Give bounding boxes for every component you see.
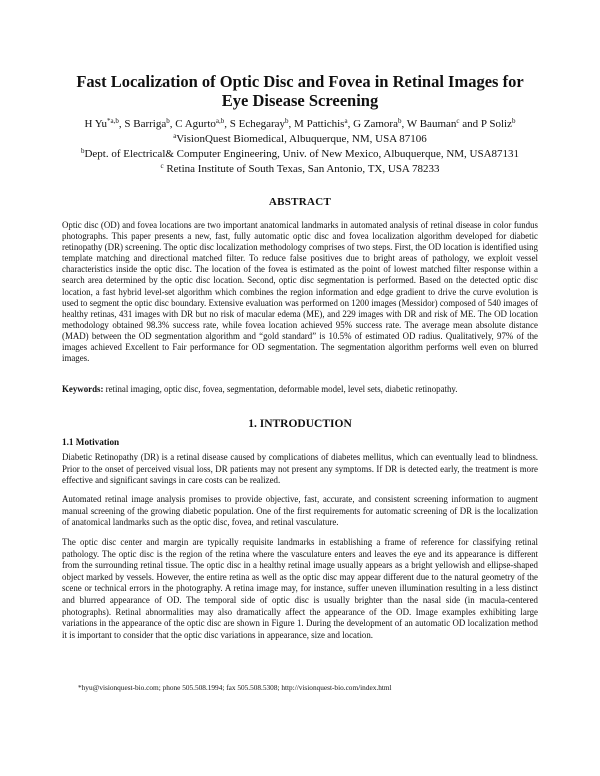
paper-title (40, 72, 560, 110)
author-affiliation-mark: b (397, 117, 402, 125)
affiliation-mark: c (160, 162, 164, 170)
author-name: , S Barriga (118, 118, 167, 130)
affiliation-mark: b (80, 147, 85, 155)
affiliation-mark: a (173, 132, 177, 140)
affiliation-b (40, 147, 560, 162)
author-name: , W Bauman (401, 118, 457, 130)
keywords-line (62, 384, 538, 395)
affiliation-c (40, 162, 560, 177)
affiliation-text: VisionQuest Biomedical, Albuquerque, NM, USA 87106 (176, 133, 427, 145)
affiliation-a (40, 132, 560, 147)
author-affiliation-mark: b (166, 117, 170, 125)
author-list (40, 117, 560, 132)
body-paragraph-3: The optic disc center and margin are typically requisite landmarks in establishing a frame of reference for classifying retinal pathology. The optic disc is the region of the retina where the vasculature enters and leaves the eye and its appearance is different from the surrounding retinal tissue. The optic disc in a healthy retinal image usually appears as a bright yellowish and ellipse-shaped object marked by vessels. However, the entire retina as well as the optic disc may appear different due to the natural geometry of the scene or technical errors in the photography. A retina image may, for instance, suffer uneven illumination resulting in a less distinct and blurred appearance of OD. The temporal side of optic disc is usually brighter than the nasal side (in macula-centered photographs). Retinal abnormalities may also dramatically affect the appearance of the OD. Image examples exhibiting large variations in the appearance of the optic disc are shown in Figure 1. During the development of an automatic OD localization method it is important to consider that the optic disc variations in appearance, size and location. (62, 537, 538, 640)
author-affiliation-mark: *a,b (107, 117, 119, 125)
title-line-2: Eye Disease Screening (221, 91, 379, 110)
affiliation-text: Retina Institute of South Texas, San Antonio, TX, USA 78233 (163, 163, 440, 175)
author-affiliation-mark: b (285, 117, 289, 125)
author-affiliation-mark: c (456, 117, 460, 125)
affiliation-text: Dept. of Electrical& Computer Engineering, Univ. of New Mexico, Albuquerque, NM, USA87131 (84, 148, 520, 160)
section-heading-introduction: 1. INTRODUCTION (248, 418, 352, 430)
body-paragraph-2: Automated retinal image analysis promises to provide objective, fast, accurate, and consistent screening information to augment manual screening of the growing diabetic population. One of the first requirements for automatic screening of DR is the localization of anatomical landmarks such as the optic disc, fovea, and retinal vasculature. (62, 494, 538, 528)
abstract-text: Optic disc (OD) and fovea locations are two important anatomical landmarks in automated analysis of retinal disease in color fundus photographs. This paper presents a new, fast, fully automatic optic disc and fovea localization algorithm developed for diabetic retinopathy (DR) screening. The optic disc localization methodology comprises of two steps. First, the OD location is identified using template matching and directional matched filter. To reduce false positives due to bright areas of pathology, we exploit vessel characteristics inside the optic disc. The location of the fovea is estimated as the point of lowest matched filter response within a search area determined by the optic disc location. Second, optic disc segmentation is performed. Based on the detected optic disc location, a fast hybrid level-set algorithm which combines the region information and edge gradient to drive the curve evolution is used to segment the optic disc boundary. Extensive evaluation was performed on 1200 images (Messidor) composed of 540 images of healthy retinas, 431 images with DR but no risk of macular edema (ME), and 229 images with DR and risk of ME. The OD location methodology obtained 98.3% success rate, while fovea location achieved 95% success rate. The average mean absolute distance (MAD) between the OD segmentation algorithm and “gold standard” is 10.5% of estimated OD radius. Qualitatively, 97% of the images achieved Excellent to Fair performance for OD segmentation. The segmentation algorithm performs well even on blurred images. (62, 220, 538, 364)
author-affiliation-mark: b (511, 117, 516, 125)
subsection-heading-motivation: 1.1 Motivation (62, 437, 120, 447)
author-affiliation-mark: a,b (215, 117, 225, 125)
title-line-1: Fast Localization of Optic Disc and Fovea in Retinal Images for (76, 72, 524, 91)
keywords-label: Keywords: (62, 384, 104, 394)
body-paragraph-1: Diabetic Retinopathy (DR) is a retinal disease caused by complications of diabetes mellitus, which can eventually lead to blindness. Prior to the onset of perceived visual loss, DR patients may not present any symptoms. If DR is detected early, the treatment is more effective and significant savings in care costs can be realized. (62, 452, 538, 486)
author-name: , M Pattichis (288, 118, 345, 130)
author-block (40, 117, 560, 177)
author-name: , C Agurto (169, 118, 216, 130)
abstract-heading: ABSTRACT (268, 196, 332, 208)
keywords-text: retinal imaging, optic disc, fovea, segmentation, deformable model, level sets, diabetic retinopathy. (103, 384, 458, 394)
author-name: H Yu (84, 118, 108, 130)
author-name: , G Zamora (347, 118, 398, 130)
footnote: *hyu@visionquest-bio.com; phone 505.508.1994; fax 505.508.5308; http://visionquest-bio.com/index.html (78, 683, 392, 692)
author-name: , S Echegaray (224, 118, 286, 130)
author-name: and P Soliz (459, 118, 512, 130)
author-affiliation-mark: a (344, 117, 348, 125)
